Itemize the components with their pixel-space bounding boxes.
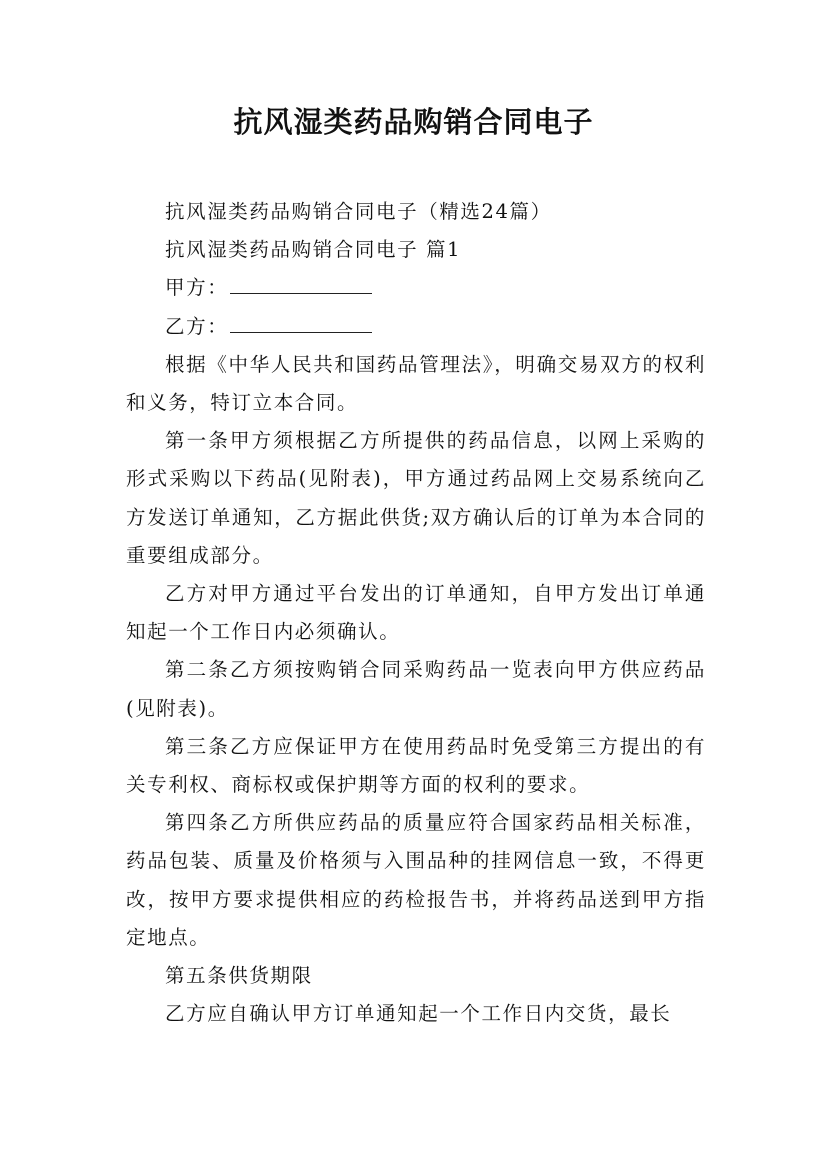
document-body xyxy=(126,193,706,1033)
paragraph-article-4: 第四条乙方所供应药品的质量应符合国家药品相关标准，药品包装、质量及价格须与入围品种的挂网信息一致，不得更改，按甲方要求提供相应的药检报告书，并将药品送到甲方指定地点。 xyxy=(126,811,706,949)
paragraph-preamble: 根据《中华人民共和国药品管理法》，明确交易双方的权利和义务，特订立本合同。 xyxy=(126,352,706,415)
party-a-blank xyxy=(230,269,372,294)
paragraph-article-1: 第一条甲方须根据乙方所提供的药品信息，以网上采购的形式采购以下药品(见附表)，甲方通过药品网上交易系统向乙方发送订单通知，乙方据此供货;双方确认后的订单为本合同的重要组成部分。 xyxy=(126,429,706,567)
document-subtitle: 抗风湿类药品购销合同电子（精选24篇） xyxy=(165,200,552,223)
paragraph-article-3: 第三条乙方应保证甲方在使用药品时免受第三方提出的有关专利权、商标权或保护期等方面的权利的要求。 xyxy=(126,734,706,797)
party-a-line xyxy=(126,269,706,307)
paragraph-delivery: 乙方应自确认甲方订单通知起一个工作日内交货，最长 xyxy=(165,1002,672,1026)
party-b-label: 乙方： xyxy=(165,314,229,338)
paragraph-confirmation: 乙方对甲方通过平台发出的订单通知，自甲方发出订单通知起一个工作日内必须确认。 xyxy=(126,582,706,644)
paragraph-article-5-heading: 第五条供货期限 xyxy=(165,964,313,988)
party-b-line xyxy=(126,308,706,346)
paragraph-article-2: 第二条乙方须按购销合同采购药品一览表向甲方供应药品(见附表)。 xyxy=(126,658,706,720)
party-b-blank xyxy=(230,308,372,333)
document-title: 抗风湿类药品购销合同电子 xyxy=(233,105,594,139)
section-heading: 抗风湿类药品购销合同电子 篇1 xyxy=(165,238,462,262)
party-a-label: 甲方： xyxy=(165,276,229,300)
